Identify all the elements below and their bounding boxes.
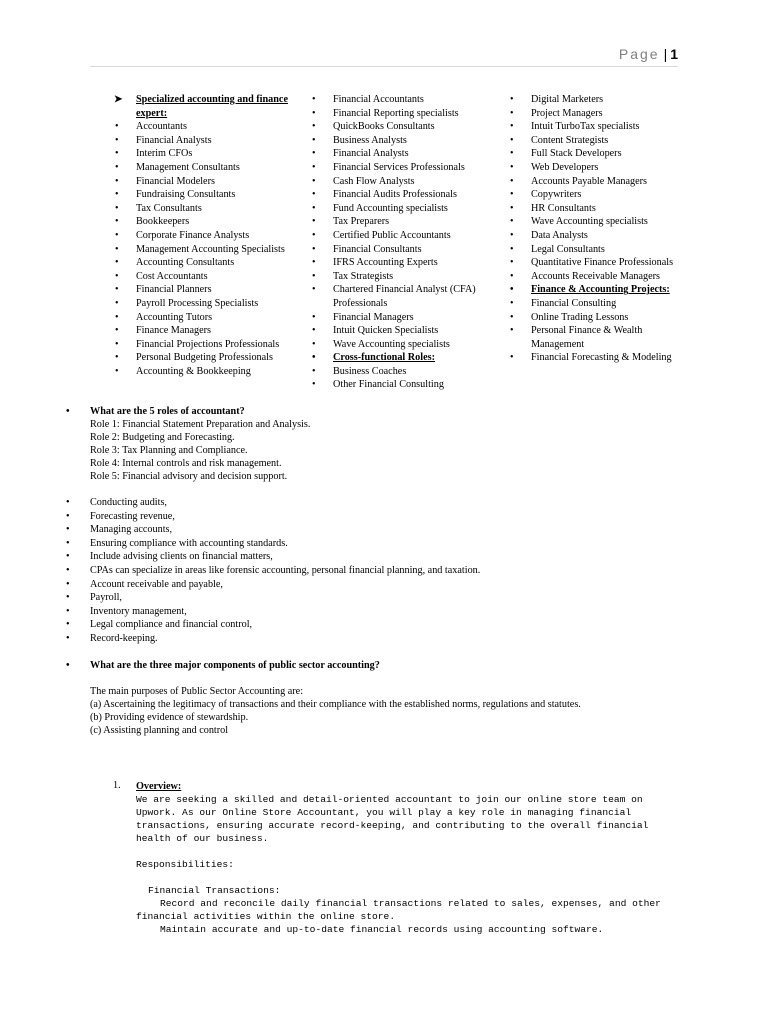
expert-item: • Cost Accountants bbox=[136, 270, 306, 284]
expert-item: • Wave Accounting specialists bbox=[531, 215, 691, 229]
page-number-value: 1 bbox=[670, 46, 678, 62]
expert-item: • Accounting Tutors bbox=[136, 311, 306, 325]
expert-item: • Content Strategists bbox=[531, 134, 691, 148]
column-1 bbox=[136, 93, 306, 378]
expert-item: • Copywriters bbox=[531, 188, 691, 202]
page-number: Page | 1 bbox=[618, 46, 678, 62]
duties-section bbox=[0, 496, 768, 646]
expert-item: • Web Developers bbox=[531, 161, 691, 175]
expert-item: • Cash Flow Analysts bbox=[333, 175, 508, 189]
public-sector-question: • What are the three major components of public sector accounting? bbox=[0, 659, 768, 672]
expert-item: • Legal Consultants bbox=[531, 243, 691, 257]
expert-item: • Accounts Receivable Managers bbox=[531, 270, 691, 284]
role-line: Role 5: Financial advisory and decision support. bbox=[90, 471, 288, 483]
expert-item: • Payroll Processing Specialists bbox=[136, 297, 306, 311]
expert-item: • Financial Consultants bbox=[333, 243, 508, 257]
expert-item: • Online Trading Lessons bbox=[531, 311, 691, 325]
expert-item: • Financial Audits Professionals bbox=[333, 188, 508, 202]
responsibility-item: Record and reconcile daily financial transactions related to sales, expenses, and other financial activities within the online store. bbox=[136, 898, 661, 922]
expert-item: • Management Accounting Specialists bbox=[136, 243, 306, 257]
expert-item: • Interim CFOs bbox=[136, 147, 306, 161]
duty-item: • Account receivable and payable, bbox=[0, 578, 768, 592]
expert-item: • Intuit TurboTax specialists bbox=[531, 120, 691, 134]
expert-item: • Financial Consulting bbox=[531, 297, 691, 311]
expert-item: • Financial Services Professionals bbox=[333, 161, 508, 175]
expert-item: • Business Coaches bbox=[333, 365, 508, 379]
duty-item: • Forecasting revenue, bbox=[0, 510, 768, 524]
duty-item: • Managing accounts, bbox=[0, 523, 768, 537]
expert-item: • Accountants bbox=[136, 120, 306, 134]
public-sector-item: (b) Providing evidence of stewardship. bbox=[90, 712, 249, 724]
expert-item: • Fundraising Consultants bbox=[136, 188, 306, 202]
expert-item: • Tax Consultants bbox=[136, 202, 306, 216]
expert-item: • Management Consultants bbox=[136, 161, 306, 175]
duty-item: • Ensuring compliance with accounting standards. bbox=[0, 537, 768, 551]
expert-item: • Financial Modelers bbox=[136, 175, 306, 189]
role-line: Role 1: Financial Statement Preparation and Analysis. bbox=[90, 419, 311, 431]
expert-item: • QuickBooks Consultants bbox=[333, 120, 508, 134]
public-sector-item: (a) Ascertaining the legitimacy of transactions and their compliance with the established norms, regulations and statutes. bbox=[90, 699, 581, 711]
responsibilities-label: Responsibilities: bbox=[136, 859, 234, 870]
duty-item: • Conducting audits, bbox=[0, 496, 768, 510]
public-sector-item: (c) Assisting planning and control bbox=[90, 725, 229, 737]
expert-item: • Fund Accounting specialists bbox=[333, 202, 508, 216]
expert-item: • Chartered Financial Analyst (CFA) Professionals bbox=[333, 283, 508, 310]
duty-item: • Record-keeping. bbox=[0, 632, 768, 646]
expert-item: • Financial Analysts bbox=[136, 134, 306, 148]
expert-item: • Tax Preparers bbox=[333, 215, 508, 229]
expert-item: • Financial Planners bbox=[136, 283, 306, 297]
page-header bbox=[90, 44, 678, 67]
financial-transactions-heading: Financial Transactions: bbox=[148, 885, 281, 896]
expert-item: • Certified Public Accountants bbox=[333, 229, 508, 243]
expert-item: • Accounting & Bookkeeping bbox=[136, 365, 306, 379]
role-line: Role 3: Tax Planning and Compliance. bbox=[90, 445, 248, 457]
role-line: Role 4: Internal controls and risk management. bbox=[90, 458, 282, 470]
expert-item: • HR Consultants bbox=[531, 202, 691, 216]
section-heading: ➤ Specialized accounting and finance expert: bbox=[136, 93, 306, 120]
public-sector-intro: The main purposes of Public Sector Accounting are: bbox=[90, 686, 304, 698]
section-heading: • Finance & Accounting Projects: bbox=[531, 283, 691, 297]
expert-item: • Intuit Quicken Specialists bbox=[333, 324, 508, 338]
expert-item: • Project Managers bbox=[531, 107, 691, 121]
page-label: Page bbox=[618, 46, 660, 62]
expert-item: • IFRS Accounting Experts bbox=[333, 256, 508, 270]
expert-item: • Full Stack Developers bbox=[531, 147, 691, 161]
expert-item: • Financial Projections Professionals bbox=[136, 338, 306, 352]
role-line: Role 2: Budgeting and Forecasting. bbox=[90, 432, 235, 444]
expert-item: • Digital Marketers bbox=[531, 93, 691, 107]
roles-section bbox=[0, 405, 768, 484]
expert-item: • Financial Managers bbox=[333, 311, 508, 325]
expert-item: • Quantitative Finance Professionals bbox=[531, 256, 691, 270]
roles-question: • What are the 5 roles of accountant? bbox=[0, 405, 768, 418]
expert-item: • Corporate Finance Analysts bbox=[136, 229, 306, 243]
expert-item: • Data Analysts bbox=[531, 229, 691, 243]
expert-item: • Personal Budgeting Professionals bbox=[136, 351, 306, 365]
duty-item: • Legal compliance and financial control, bbox=[0, 618, 768, 632]
section-heading: • Cross-functional Roles: bbox=[333, 351, 508, 365]
duty-item: • Inventory management, bbox=[0, 605, 768, 619]
responsibility-item: Maintain accurate and up-to-date financial records using accounting software. bbox=[160, 924, 604, 935]
expert-item: • Bookkeepers bbox=[136, 215, 306, 229]
column-2 bbox=[333, 93, 508, 392]
expert-item: • Financial Forecasting & Modeling bbox=[531, 351, 691, 365]
overview-number: 1. bbox=[113, 780, 121, 791]
expert-item: • Accounting Consultants bbox=[136, 256, 306, 270]
expert-item: • Financial Accountants bbox=[333, 93, 508, 107]
duty-item: • Include advising clients on financial matters, bbox=[0, 550, 768, 564]
expert-item: • Accounts Payable Managers bbox=[531, 175, 691, 189]
expert-item: • Wave Accounting specialists bbox=[333, 338, 508, 352]
expert-item: • Tax Strategists bbox=[333, 270, 508, 284]
duty-item: • Payroll, bbox=[0, 591, 768, 605]
expert-item: • Business Analysts bbox=[333, 134, 508, 148]
overview-heading: Overview: bbox=[136, 781, 182, 792]
expert-item: • Finance Managers bbox=[136, 324, 306, 338]
expert-item: • Personal Finance & Wealth Management bbox=[531, 324, 691, 351]
expert-item: • Other Financial Consulting bbox=[333, 378, 508, 392]
column-3 bbox=[531, 93, 691, 365]
overview-paragraph: We are seeking a skilled and detail-oriented accountant to join our online store team on Upwork. As our Online Store Accountant, you will play a key role in managing financial transactions, ensuring accurate record-keeping, and contributing to the overall financial health of our business. bbox=[136, 794, 649, 844]
overview-body bbox=[136, 780, 681, 936]
expert-item: • Financial Analysts bbox=[333, 147, 508, 161]
duty-item: • CPAs can specialize in areas like forensic accounting, personal financial planning, and taxation. bbox=[0, 564, 768, 578]
public-sector-section bbox=[0, 659, 768, 737]
expert-item: • Financial Reporting specialists bbox=[333, 107, 508, 121]
